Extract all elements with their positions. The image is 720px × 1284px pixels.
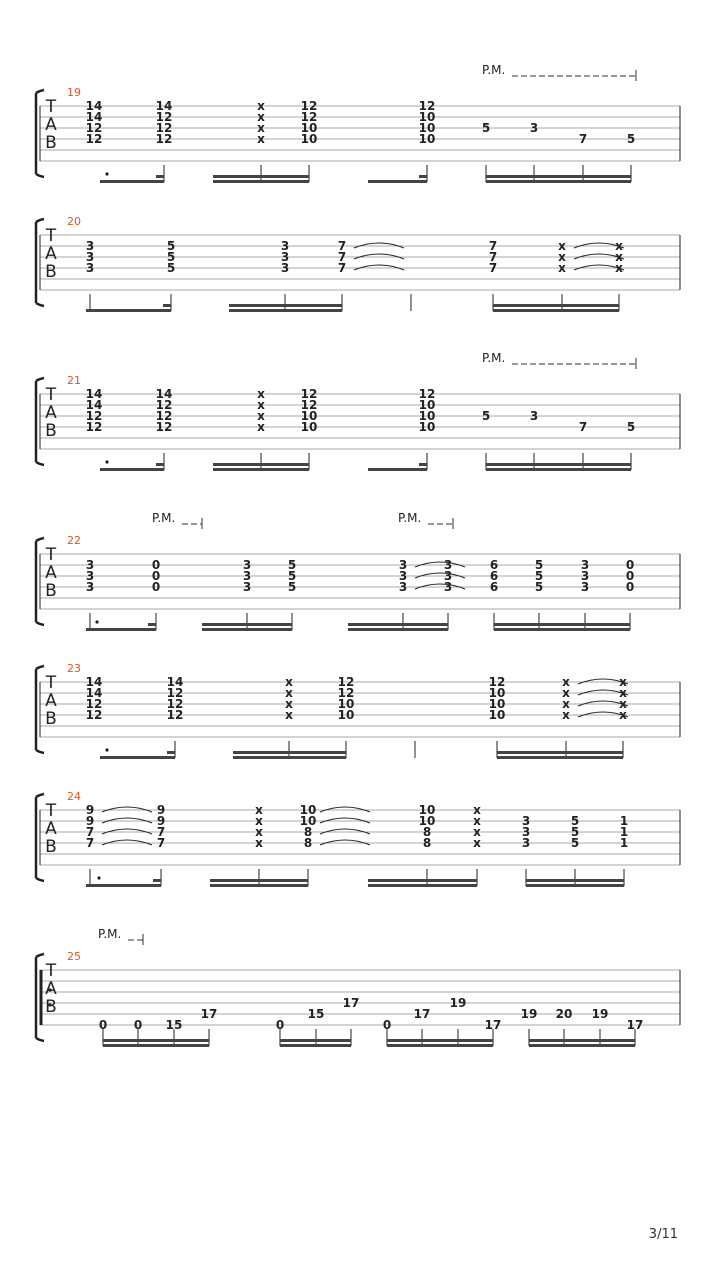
fret-number: 14	[85, 398, 103, 412]
fret-number: 9	[85, 803, 95, 817]
fret-number: 15	[307, 1007, 325, 1021]
fret-number: 3	[242, 580, 252, 594]
staff-system	[36, 927, 680, 1047]
fret-number: 14	[85, 675, 103, 689]
fret-number: 10	[299, 803, 317, 817]
dotted-note-dot	[97, 876, 100, 879]
beam	[100, 756, 175, 759]
fret-number: x	[562, 675, 570, 689]
fret-number: 10	[418, 121, 436, 135]
fret-number: 12	[300, 398, 318, 412]
fret-number: 5	[481, 121, 491, 135]
fret-number: 10	[488, 697, 506, 711]
fret-number: 12	[300, 99, 318, 113]
fret-number: x	[285, 708, 293, 722]
beam	[86, 884, 161, 887]
staff-system	[36, 63, 680, 183]
fret-number: x	[562, 697, 570, 711]
fret-number: 12	[85, 409, 103, 423]
fret-number: 0	[625, 569, 635, 583]
fret-number: 10	[300, 420, 318, 434]
staff-system	[36, 351, 680, 471]
beam	[202, 628, 292, 631]
fret-number: 19	[591, 1007, 609, 1021]
fret-number: 5	[626, 420, 636, 434]
tab-clef-letter: B	[45, 997, 57, 1017]
fret-number: 10	[488, 686, 506, 700]
fret-number: 1	[619, 814, 629, 828]
fret-number: x	[257, 110, 265, 124]
fret-number: 12	[166, 708, 184, 722]
fret-number: 9	[85, 814, 95, 828]
fret-number: 5	[570, 825, 580, 839]
fret-number: x	[558, 261, 566, 275]
fret-number: 14	[85, 110, 103, 124]
fret-number: 14	[155, 387, 173, 401]
tab-clef-letter: T	[45, 801, 57, 821]
beam-hook	[419, 175, 427, 178]
beam	[368, 468, 427, 471]
fret-number: 19	[449, 996, 467, 1010]
fret-number: x	[619, 697, 627, 711]
fret-number: 5	[287, 580, 297, 594]
fret-number: x	[615, 239, 623, 253]
fret-number: 10	[418, 110, 436, 124]
fret-number: 14	[155, 99, 173, 113]
fret-number: 3	[443, 569, 453, 583]
fret-number: 8	[303, 836, 313, 850]
fret-number: x	[562, 708, 570, 722]
fret-number: 3	[85, 569, 95, 583]
fret-number: x	[619, 708, 627, 722]
fret-number: 10	[300, 132, 318, 146]
fret-number: 12	[155, 420, 173, 434]
beam-hook	[148, 623, 156, 626]
fret-number: x	[562, 686, 570, 700]
beam	[86, 628, 156, 631]
fret-number: 17	[626, 1018, 644, 1032]
palm-mute-label: P.M.	[482, 63, 506, 77]
fret-number: 7	[156, 836, 166, 850]
fret-number: x	[285, 697, 293, 711]
fret-number: 10	[418, 398, 436, 412]
fret-number: 9	[156, 803, 166, 817]
fret-number: x	[619, 675, 627, 689]
fret-number: 7	[85, 836, 95, 850]
beam	[368, 879, 477, 882]
fret-number: x	[255, 803, 263, 817]
fret-number: 3	[280, 239, 290, 253]
fret-number: 3	[443, 558, 453, 572]
fret-number: 12	[155, 110, 173, 124]
beam	[486, 468, 631, 471]
fret-number: 3	[280, 250, 290, 264]
fret-number: 17	[484, 1018, 502, 1032]
tab-clef-letter: A	[45, 979, 57, 999]
beam	[210, 879, 308, 882]
beam	[210, 884, 308, 887]
measure-number: 25	[67, 950, 81, 963]
tab-clef-letter: A	[45, 563, 57, 583]
fret-number: 3	[85, 261, 95, 275]
dotted-note-dot	[95, 620, 98, 623]
fret-number: 8	[422, 825, 432, 839]
beam	[229, 309, 342, 312]
beam	[348, 623, 448, 626]
fret-number: 12	[300, 110, 318, 124]
fret-number: 0	[151, 569, 161, 583]
fret-number: 17	[342, 996, 360, 1010]
fret-number: 14	[85, 99, 103, 113]
fret-number: 3	[529, 121, 539, 135]
beam	[100, 180, 164, 183]
staff-system	[36, 790, 680, 887]
fret-number: 14	[166, 675, 184, 689]
beam	[280, 1044, 351, 1047]
fret-number: 10	[418, 420, 436, 434]
fret-number: 3	[85, 580, 95, 594]
fret-number: 5	[626, 132, 636, 146]
fret-number: 3	[398, 558, 408, 572]
beam	[526, 879, 624, 882]
fret-number: 12	[155, 398, 173, 412]
beam	[368, 884, 477, 887]
fret-number: 5	[481, 409, 491, 423]
beam	[229, 304, 342, 307]
fret-number: 3	[398, 580, 408, 594]
fret-number: 7	[156, 825, 166, 839]
fret-number: 10	[337, 697, 355, 711]
measure-number: 24	[67, 790, 81, 803]
fret-number: 12	[85, 708, 103, 722]
fret-number: 12	[337, 686, 355, 700]
fret-number: 19	[520, 1007, 538, 1021]
measure-number: 21	[67, 374, 81, 387]
beam-hook	[156, 463, 164, 466]
fret-number: 10	[488, 708, 506, 722]
staff-system	[36, 511, 680, 631]
tab-clef-letter: A	[45, 691, 57, 711]
fret-number: 3	[280, 261, 290, 275]
beam-hook	[167, 751, 175, 754]
fret-number: x	[257, 387, 265, 401]
fret-number: x	[257, 398, 265, 412]
beam	[213, 468, 309, 471]
tab-clef-letter: B	[45, 421, 57, 441]
tab-clef-letter: T	[45, 961, 57, 981]
page-number: 3/11	[648, 1227, 678, 1242]
beam-hook	[156, 175, 164, 178]
beam	[494, 623, 630, 626]
fret-number: x	[255, 836, 263, 850]
fret-number: 8	[422, 836, 432, 850]
fret-number: 0	[151, 580, 161, 594]
palm-mute-label: P.M.	[398, 511, 422, 525]
fret-number: 17	[413, 1007, 431, 1021]
fret-number: 10	[418, 409, 436, 423]
fret-number: 0	[151, 558, 161, 572]
beam	[529, 1039, 635, 1042]
fret-number: 7	[337, 250, 347, 264]
fret-number: 12	[85, 697, 103, 711]
beam	[202, 623, 292, 626]
fret-number: 3	[529, 409, 539, 423]
fret-number: x	[257, 121, 265, 135]
fret-number: 3	[85, 558, 95, 572]
beam	[494, 628, 630, 631]
fret-number: x	[285, 675, 293, 689]
fret-number: x	[615, 261, 623, 275]
fret-number: 6	[489, 558, 499, 572]
beam-hook	[419, 463, 427, 466]
fret-number: 10	[300, 409, 318, 423]
tab-clef-letter: B	[45, 133, 57, 153]
fret-number: 12	[166, 686, 184, 700]
fret-number: 5	[166, 261, 176, 275]
fret-number: 17	[200, 1007, 218, 1021]
tab-clef-letter: T	[45, 226, 57, 246]
fret-number: 12	[418, 387, 436, 401]
fret-number: 7	[488, 239, 498, 253]
fret-number: 10	[418, 132, 436, 146]
fret-number: 12	[337, 675, 355, 689]
fret-number: x	[615, 250, 623, 264]
tab-clef-letter: B	[45, 581, 57, 601]
fret-number: 12	[155, 409, 173, 423]
fret-number: 12	[418, 99, 436, 113]
staff-system	[36, 662, 680, 759]
beam	[497, 756, 623, 759]
fret-number: 5	[166, 239, 176, 253]
beam	[486, 180, 631, 183]
fret-number: x	[473, 836, 481, 850]
fret-number: 10	[418, 814, 436, 828]
tab-clef-letter: T	[45, 545, 57, 565]
beam	[529, 1044, 635, 1047]
fret-number: x	[285, 686, 293, 700]
fret-number: 7	[85, 825, 95, 839]
fret-number: 7	[337, 239, 347, 253]
beam	[368, 180, 427, 183]
fret-number: 6	[489, 569, 499, 583]
fret-number: 10	[418, 803, 436, 817]
fret-number: 12	[85, 121, 103, 135]
fret-number: 3	[85, 250, 95, 264]
fret-number: 5	[534, 558, 544, 572]
fret-number: x	[473, 825, 481, 839]
fret-number: 3	[521, 836, 531, 850]
fret-number: 7	[337, 261, 347, 275]
fret-number: 3	[242, 558, 252, 572]
dotted-note-dot	[105, 172, 108, 175]
fret-number: 0	[625, 580, 635, 594]
fret-number: 0	[275, 1018, 285, 1032]
beam	[493, 309, 619, 312]
dotted-note-dot	[105, 460, 108, 463]
beam	[103, 1039, 209, 1042]
fret-number: x	[558, 250, 566, 264]
fret-number: 0	[98, 1018, 108, 1032]
beam-hook	[163, 304, 171, 307]
fret-number: x	[257, 132, 265, 146]
beam	[280, 1039, 351, 1042]
beam	[526, 884, 624, 887]
fret-number: 5	[570, 814, 580, 828]
fret-number: x	[255, 814, 263, 828]
tab-clef-letter: A	[45, 244, 57, 264]
fret-number: 14	[85, 387, 103, 401]
tab-clef-letter: T	[45, 97, 57, 117]
beam	[103, 1044, 209, 1047]
measure-number: 23	[67, 662, 81, 675]
fret-number: 15	[165, 1018, 183, 1032]
fret-number: 5	[534, 580, 544, 594]
fret-number: 0	[625, 558, 635, 572]
palm-mute-label: P.M.	[152, 511, 176, 525]
fret-number: 12	[300, 387, 318, 401]
fret-number: 6	[489, 580, 499, 594]
tab-clef-letter: B	[45, 837, 57, 857]
fret-number: 10	[337, 708, 355, 722]
fret-number: 14	[85, 686, 103, 700]
tab-clef-letter: T	[45, 673, 57, 693]
fret-number: 5	[287, 569, 297, 583]
fret-number: 3	[521, 825, 531, 839]
fret-number: 3	[580, 558, 590, 572]
fret-number: 12	[155, 132, 173, 146]
fret-number: x	[257, 409, 265, 423]
fret-number: 1	[619, 836, 629, 850]
fret-number: 1	[619, 825, 629, 839]
tab-clef-letter: B	[45, 262, 57, 282]
fret-number: x	[257, 99, 265, 113]
measure-number: 22	[67, 534, 81, 547]
beam	[213, 180, 309, 183]
tab-clef-letter: A	[45, 403, 57, 423]
fret-number: 5	[534, 569, 544, 583]
fret-number: 3	[443, 580, 453, 594]
fret-number: x	[619, 686, 627, 700]
beam	[100, 468, 164, 471]
palm-mute-label: P.M.	[98, 927, 122, 941]
dotted-note-dot	[105, 748, 108, 751]
beam	[86, 309, 171, 312]
fret-number: 10	[299, 814, 317, 828]
beam	[213, 463, 309, 466]
fret-number: 7	[488, 250, 498, 264]
fret-number: 12	[488, 675, 506, 689]
fret-number: 3	[398, 569, 408, 583]
beam	[387, 1039, 493, 1042]
fret-number: x	[558, 239, 566, 253]
tab-clef-letter: A	[45, 819, 57, 839]
fret-number: 12	[85, 420, 103, 434]
palm-mute-label: P.M.	[482, 351, 506, 365]
fret-number: 12	[155, 121, 173, 135]
fret-number: x	[473, 814, 481, 828]
fret-number: 5	[287, 558, 297, 572]
beam	[486, 463, 631, 466]
beam	[213, 175, 309, 178]
fret-number: 5	[570, 836, 580, 850]
beam	[233, 751, 346, 754]
tab-clef-letter: A	[45, 115, 57, 135]
beam	[387, 1044, 493, 1047]
beam	[497, 751, 623, 754]
fret-number: 12	[85, 132, 103, 146]
staff-system	[36, 215, 680, 312]
beam	[348, 628, 448, 631]
fret-number: 9	[156, 814, 166, 828]
measure-number: 19	[67, 86, 81, 99]
fret-number: x	[257, 420, 265, 434]
measure-number: 20	[67, 215, 81, 228]
fret-number: x	[255, 825, 263, 839]
beam-hook	[153, 879, 161, 882]
beam	[493, 304, 619, 307]
fret-number: 0	[133, 1018, 143, 1032]
fret-number: 3	[580, 580, 590, 594]
fret-number: 0	[382, 1018, 392, 1032]
fret-number: 5	[166, 250, 176, 264]
fret-number: 10	[300, 121, 318, 135]
fret-number: 12	[166, 697, 184, 711]
fret-number: 3	[521, 814, 531, 828]
fret-number: x	[473, 803, 481, 817]
tab-clef-letter: B	[45, 709, 57, 729]
fret-number: 7	[578, 420, 588, 434]
fret-number: 20	[555, 1007, 573, 1021]
fret-number: 7	[488, 261, 498, 275]
fret-number: 8	[303, 825, 313, 839]
fret-number: 7	[578, 132, 588, 146]
beam	[486, 175, 631, 178]
tab-clef-letter: T	[45, 385, 57, 405]
beam	[233, 756, 346, 759]
fret-number: 3	[242, 569, 252, 583]
fret-number: 3	[580, 569, 590, 583]
fret-number: 3	[85, 239, 95, 253]
